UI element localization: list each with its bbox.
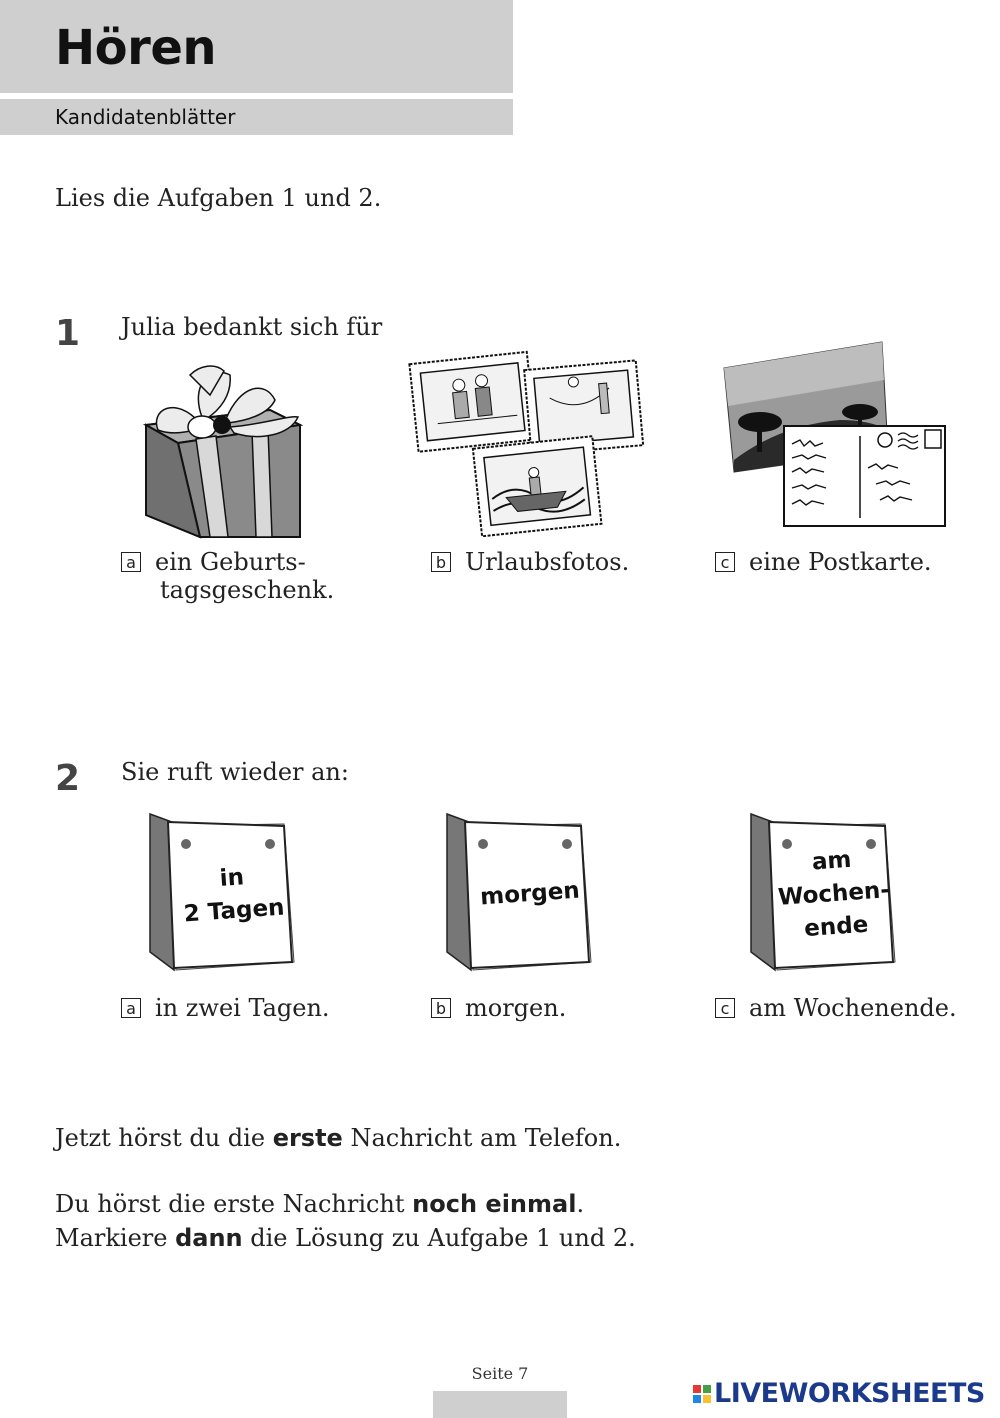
instruction-2-bold: noch einmal xyxy=(412,1190,577,1218)
instruction-2-post: . xyxy=(576,1190,585,1218)
header-subtitle-bar xyxy=(0,99,513,135)
q2-option-a[interactable] xyxy=(121,994,330,1022)
q2-option-c-checkbox[interactable]: c xyxy=(715,998,735,1018)
q1-option-c-text: eine Postkarte. xyxy=(749,548,932,576)
instruction-3-pre: Markiere xyxy=(55,1224,176,1252)
q1-option-a-checkbox[interactable]: a xyxy=(121,552,141,572)
calendar-a-line1: in xyxy=(218,863,245,892)
calendar-morgen-image xyxy=(443,812,593,972)
intro-text: Lies die Aufgaben 1 und 2. xyxy=(55,184,382,212)
question-2-number: 2 xyxy=(55,758,81,799)
instruction-1-bold: erste xyxy=(272,1124,343,1152)
q2-option-a-checkbox[interactable]: a xyxy=(121,998,141,1018)
calendar-c-line1: am xyxy=(811,846,853,876)
page-subtitle: Kandidatenblätter xyxy=(55,105,236,129)
q1-option-a-text-line1: ein Geburts- xyxy=(155,548,306,576)
liveworksheets-grid-icon xyxy=(693,1385,711,1403)
instruction-3-post: die Lösung zu Aufgabe 1 und 2. xyxy=(242,1224,636,1252)
page-number: Seite 7 xyxy=(471,1364,529,1383)
q2-option-c-text: am Wochenende. xyxy=(749,994,957,1022)
header-title-bar xyxy=(0,0,513,93)
page-title: Hören xyxy=(55,20,217,76)
calendar-am-wochenende-image xyxy=(747,812,897,972)
q2-option-b-text: morgen. xyxy=(465,994,567,1022)
instruction-3-bold: dann xyxy=(175,1224,243,1252)
q1-option-b[interactable] xyxy=(431,548,629,576)
q2-option-b-checkbox[interactable]: b xyxy=(431,998,451,1018)
instruction-line-1 xyxy=(55,1124,621,1152)
q2-option-b[interactable] xyxy=(431,994,566,1022)
instruction-line-2 xyxy=(55,1190,584,1218)
instruction-line-3 xyxy=(55,1224,636,1252)
holiday-photos-image xyxy=(405,345,650,540)
q1-option-a[interactable] xyxy=(121,548,334,604)
q1-option-a-text-line2: tagsgeschenk. xyxy=(160,576,335,604)
instruction-1-post: Nachricht am Telefon. xyxy=(342,1124,622,1152)
q1-option-b-text: Urlaubsfotos. xyxy=(465,548,630,576)
q1-option-b-checkbox[interactable]: b xyxy=(431,552,451,572)
q1-option-c-checkbox[interactable]: c xyxy=(715,552,735,572)
instruction-1-pre: Jetzt hörst du die xyxy=(55,1124,273,1152)
footer-bar xyxy=(433,1391,567,1418)
calendar-c-line2: Wochen- xyxy=(777,877,891,911)
calendar-b-line1: morgen xyxy=(479,877,581,911)
question-1-number: 1 xyxy=(55,313,81,354)
liveworksheets-logo[interactable] xyxy=(693,1378,985,1409)
calendar-in-2-tagen-image xyxy=(146,812,296,972)
brand-text: LIVEWORKSHEETS xyxy=(714,1378,985,1409)
calendar-c-line3: ende xyxy=(803,911,870,943)
question-2-prompt: Sie ruft wieder an: xyxy=(121,758,349,786)
q2-option-c[interactable] xyxy=(715,994,957,1022)
postcard-image xyxy=(720,340,950,530)
gift-box-image xyxy=(140,355,310,540)
instruction-2-pre: Du hörst die erste Nachricht xyxy=(55,1190,413,1218)
q1-option-c[interactable] xyxy=(715,548,932,576)
q2-option-a-text: in zwei Tagen. xyxy=(155,994,330,1022)
calendar-a-line2: 2 Tagen xyxy=(182,893,286,927)
question-1-prompt: Julia bedankt sich für xyxy=(121,313,383,341)
